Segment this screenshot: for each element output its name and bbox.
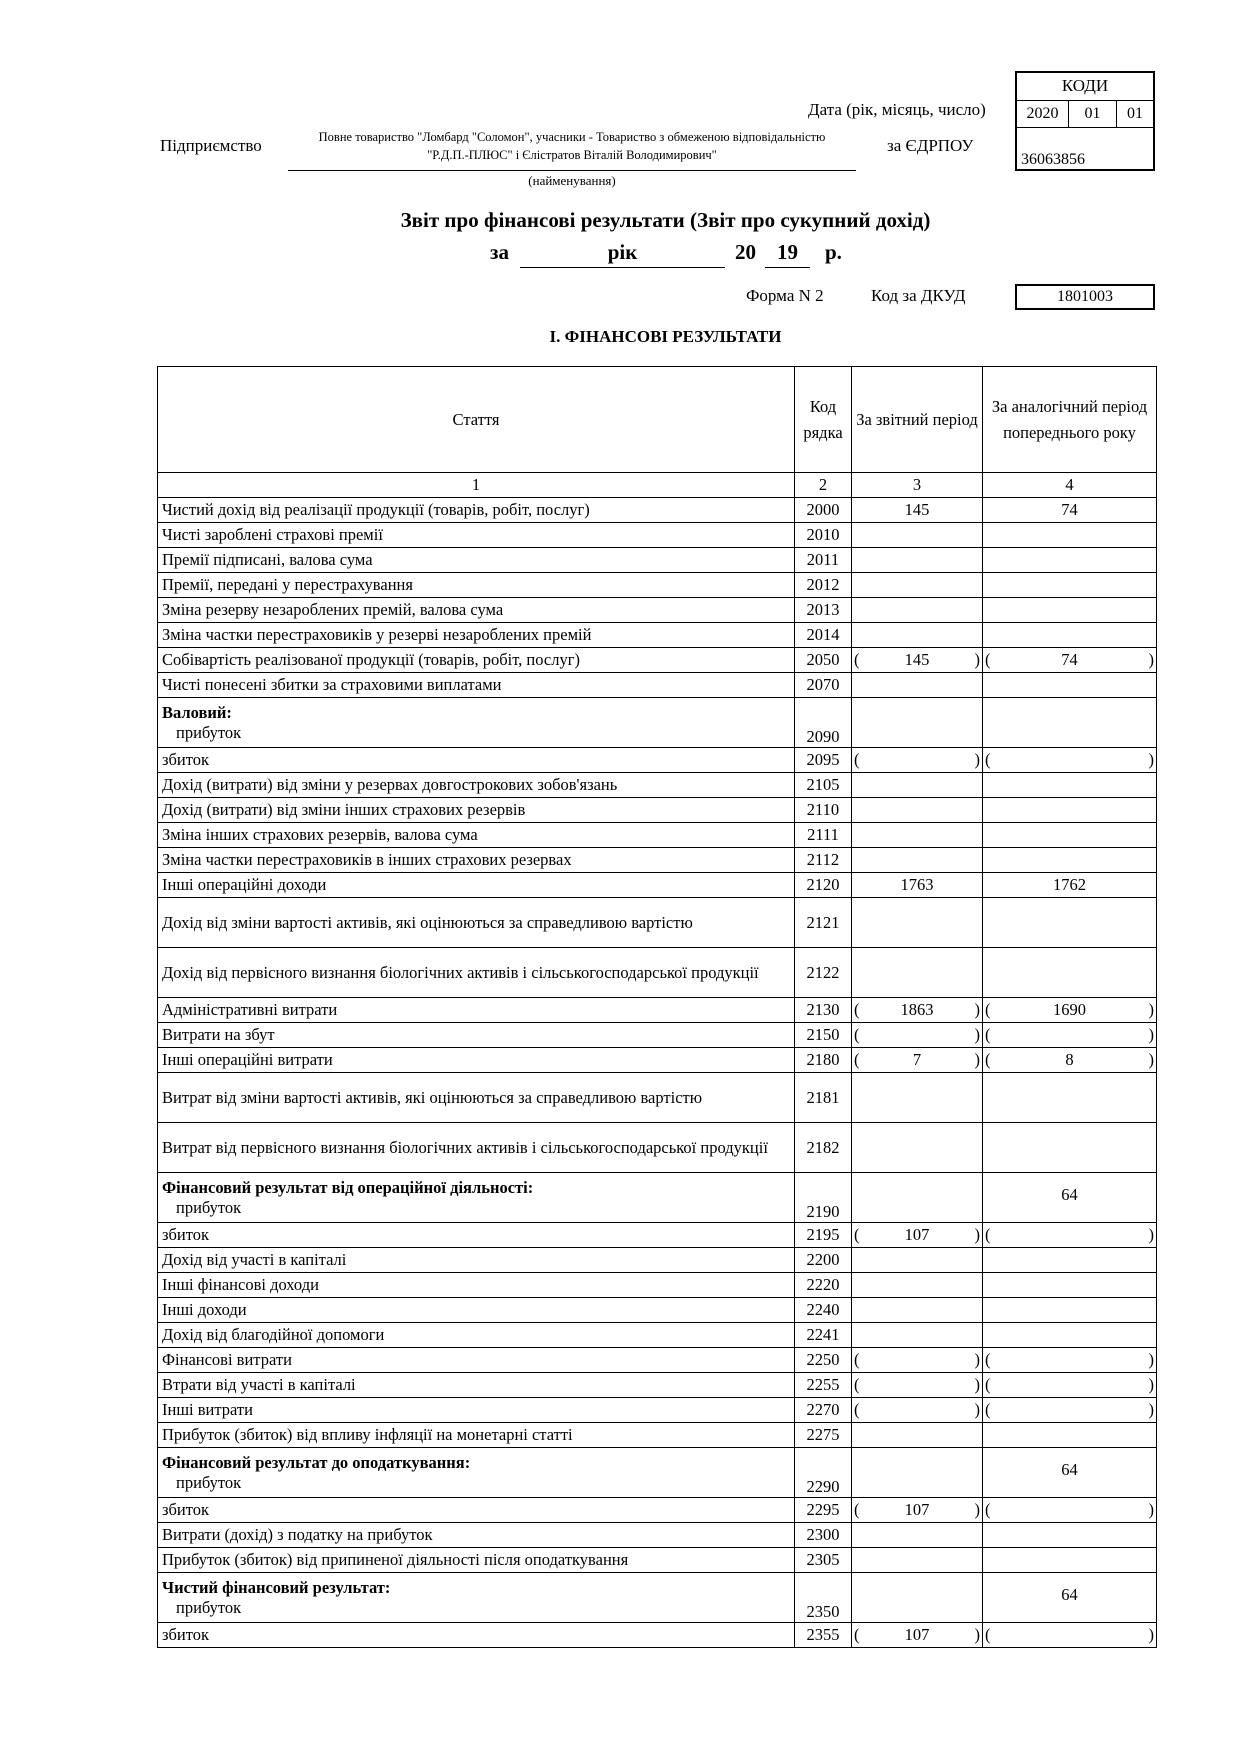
row-previous-value	[983, 798, 1157, 823]
table-row	[158, 573, 1157, 598]
year-suffix: 19	[777, 240, 798, 264]
row-current-value	[852, 948, 983, 998]
table-row	[158, 548, 1157, 573]
row-code: 2150	[795, 1023, 852, 1048]
report-title: Звіт про фінансові результати (Звіт про сукупний дохід)	[400, 208, 931, 232]
value: 107	[904, 1625, 930, 1644]
close-paren: )	[1148, 1400, 1154, 1419]
open-paren: (	[854, 1375, 860, 1394]
open-paren: (	[985, 1500, 991, 1519]
row-previous-value	[983, 998, 1157, 1023]
row-previous-value: 64	[983, 1448, 1157, 1498]
date-label: Дата (рік, місяць, число)	[808, 100, 986, 119]
close-paren: )	[1148, 1025, 1154, 1044]
col-number-1: 1	[158, 473, 795, 498]
row-current-value	[852, 1123, 983, 1173]
row-current-value	[852, 1623, 983, 1648]
company-name-line1: Повне товариство "Ломбард "Соломон", учасники - Товариство з обмеженою відповідальністю	[318, 130, 826, 144]
row-code: 2270	[795, 1398, 852, 1423]
group-title: Фінансовий результат від операційної діяльності:	[162, 1177, 534, 1197]
row-current-value	[852, 648, 983, 673]
row-previous-value	[983, 1073, 1157, 1123]
row-label: Премії, передані у перестрахування	[158, 573, 795, 598]
row-previous-value	[983, 1348, 1157, 1373]
close-paren: )	[1148, 650, 1154, 669]
row-current-value	[852, 898, 983, 948]
table-row	[158, 623, 1157, 648]
close-paren: )	[1148, 1000, 1154, 1019]
group-title: Валовий:	[162, 702, 232, 722]
row-code: 2070	[795, 673, 852, 698]
table-row	[158, 1323, 1157, 1348]
row-code: 2355	[795, 1623, 852, 1648]
table-row	[158, 1623, 1157, 1648]
header-previous: За аналогічний період попереднього року	[983, 367, 1157, 473]
row-code: 2241	[795, 1323, 852, 1348]
row-current-value	[852, 1498, 983, 1523]
table-row	[158, 648, 1157, 673]
header-article: Стаття	[158, 367, 795, 473]
row-current-value	[852, 1173, 983, 1223]
table-row	[158, 1273, 1157, 1298]
row-code: 2190	[795, 1173, 852, 1223]
row-current-value	[852, 548, 983, 573]
row-previous-value	[983, 548, 1157, 573]
table-row	[158, 898, 1157, 948]
open-paren: (	[985, 1375, 991, 1394]
row-sublabel: прибуток	[176, 1472, 242, 1492]
row-previous-value	[983, 848, 1157, 873]
row-current-value	[852, 1348, 983, 1373]
row-previous-value	[983, 1498, 1157, 1523]
table-row	[158, 948, 1157, 998]
row-previous-value	[983, 1248, 1157, 1273]
row-previous-value	[983, 648, 1157, 673]
table-row	[158, 1173, 1157, 1223]
value: 7	[912, 1050, 922, 1069]
table-row	[158, 1048, 1157, 1073]
row-previous-value	[983, 1548, 1157, 1573]
row-label	[158, 1573, 795, 1623]
row-code: 2275	[795, 1423, 852, 1448]
row-label: Прибуток (збиток) від припиненої діяльності після оподаткування	[158, 1548, 795, 1573]
row-label: Зміна частки перестраховиків у резерві незароблених премій	[158, 623, 795, 648]
year-unit: р.	[825, 240, 842, 264]
row-code: 2130	[795, 998, 852, 1023]
row-code: 2110	[795, 798, 852, 823]
value: 74	[1061, 650, 1078, 669]
row-current-value	[852, 698, 983, 748]
row-sublabel: прибуток	[176, 1197, 242, 1217]
row-code: 2300	[795, 1523, 852, 1548]
company-name	[288, 128, 856, 164]
row-previous-value	[983, 748, 1157, 773]
table-row	[158, 848, 1157, 873]
date-month: 01	[1069, 100, 1117, 127]
dkud-value: 1801003	[1015, 284, 1155, 310]
table-row	[158, 1373, 1157, 1398]
row-label: Втрати від участі в капіталі	[158, 1373, 795, 1398]
date-day: 01	[1127, 105, 1143, 122]
row-code: 2121	[795, 898, 852, 948]
value: 8	[1065, 1050, 1074, 1069]
row-current-value	[852, 1398, 983, 1423]
open-paren: (	[854, 1350, 860, 1369]
table-row	[158, 1298, 1157, 1323]
row-code: 2112	[795, 848, 852, 873]
table-row	[158, 1498, 1157, 1523]
close-paren: )	[1148, 1050, 1154, 1069]
row-previous-value	[983, 598, 1157, 623]
company-name-line2: "Р.Д.П.-ПЛЮС" і Єлістратов Віталій Володимирович"	[427, 148, 717, 162]
row-label: Прибуток (збиток) від впливу інфляції на монетарні статті	[158, 1423, 795, 1448]
row-code: 2195	[795, 1223, 852, 1248]
row-current-value	[852, 1248, 983, 1273]
close-paren: )	[1148, 1225, 1154, 1244]
open-paren: (	[985, 1400, 991, 1419]
period-underline	[520, 267, 725, 268]
row-current-value	[852, 1373, 983, 1398]
section-title: I. ФІНАНСОВІ РЕЗУЛЬТАТИ	[549, 327, 782, 346]
row-label: Собівартість реалізованої продукції (товарів, робіт, послуг)	[158, 648, 795, 673]
row-previous-value	[983, 1048, 1157, 1073]
close-paren: )	[974, 1500, 980, 1519]
open-paren: (	[854, 1625, 860, 1644]
row-current-value: 145	[852, 498, 983, 523]
row-label: Інші витрати	[158, 1398, 795, 1423]
table-row	[158, 523, 1157, 548]
close-paren: )	[1148, 1350, 1154, 1369]
table-row	[158, 1223, 1157, 1248]
row-code: 2000	[795, 498, 852, 523]
value: 107	[904, 1225, 930, 1244]
row-label: Премії підписані, валова сума	[158, 548, 795, 573]
date-row-divider	[1017, 127, 1153, 128]
row-code: 2180	[795, 1048, 852, 1073]
row-label: Зміна частки перестраховиків в інших страхових резервах	[158, 848, 795, 873]
row-label: Фінансові витрати	[158, 1348, 795, 1373]
table-row	[158, 1523, 1157, 1548]
table-row	[158, 1573, 1157, 1623]
table-row	[158, 498, 1157, 523]
row-code: 2095	[795, 748, 852, 773]
row-label: Чистий дохід від реалізації продукції (товарів, робіт, послуг)	[158, 498, 795, 523]
row-label: Зміна інших страхових резервів, валова сума	[158, 823, 795, 848]
row-code: 2013	[795, 598, 852, 623]
row-code: 2255	[795, 1373, 852, 1398]
close-paren: )	[974, 1400, 980, 1419]
open-paren: (	[985, 750, 991, 769]
close-paren: )	[974, 1375, 980, 1394]
table-row	[158, 873, 1157, 898]
row-current-value	[852, 1548, 983, 1573]
financial-results-table	[157, 366, 1157, 1648]
enterprise-label: Підприємство	[160, 136, 262, 155]
row-code: 2014	[795, 623, 852, 648]
row-current-value	[852, 573, 983, 598]
row-label: Дохід від первісного визнання біологічних активів і сільськогосподарської продукції	[158, 948, 795, 998]
row-label	[158, 1448, 795, 1498]
row-label: Дохід (витрати) від зміни у резервах довгострокових зобов'язань	[158, 773, 795, 798]
row-current-value	[852, 673, 983, 698]
value: 145	[904, 650, 930, 669]
row-label	[158, 1173, 795, 1223]
row-label	[158, 698, 795, 748]
row-current-value	[852, 1323, 983, 1348]
close-paren: )	[974, 1050, 980, 1069]
row-previous-value	[983, 623, 1157, 648]
row-current-value	[852, 748, 983, 773]
form-label: Форма N 2	[746, 286, 824, 305]
open-paren: (	[854, 1500, 860, 1519]
row-code: 2250	[795, 1348, 852, 1373]
row-label: збиток	[158, 1623, 795, 1648]
table-row	[158, 748, 1157, 773]
row-code: 2050	[795, 648, 852, 673]
row-current-value	[852, 1048, 983, 1073]
row-label: збиток	[158, 748, 795, 773]
open-paren: (	[985, 1050, 991, 1069]
row-previous-value: 64	[983, 1173, 1157, 1223]
close-paren: )	[1148, 1375, 1154, 1394]
header-current: За звітний період	[852, 367, 983, 473]
row-code: 2200	[795, 1248, 852, 1273]
for-label: за	[490, 240, 509, 264]
open-paren: (	[854, 750, 860, 769]
table-row	[158, 1248, 1157, 1273]
row-previous-value	[983, 523, 1157, 548]
codes-box	[1015, 71, 1155, 171]
table-row	[158, 598, 1157, 623]
row-code: 2111	[795, 823, 852, 848]
table-row	[158, 1423, 1157, 1448]
row-code: 2011	[795, 548, 852, 573]
row-previous-value: 64	[983, 1573, 1157, 1623]
value: 1863	[900, 1000, 934, 1019]
col-number-3: 3	[852, 473, 983, 498]
row-label: Адміністративні витрати	[158, 998, 795, 1023]
row-code: 2105	[795, 773, 852, 798]
row-label: збиток	[158, 1223, 795, 1248]
row-current-value	[852, 998, 983, 1023]
row-label: Інші операційні доходи	[158, 873, 795, 898]
col-number-2: 2	[795, 473, 852, 498]
row-label: Зміна резерву незароблених премій, валова сума	[158, 598, 795, 623]
row-current-value	[852, 1448, 983, 1498]
row-previous-value	[983, 773, 1157, 798]
row-code: 2240	[795, 1298, 852, 1323]
table-row	[158, 798, 1157, 823]
row-previous-value	[983, 1298, 1157, 1323]
open-paren: (	[854, 1000, 860, 1019]
row-current-value	[852, 598, 983, 623]
close-paren: )	[974, 1625, 980, 1644]
open-paren: (	[985, 1350, 991, 1369]
name-caption: (найменування)	[528, 173, 616, 188]
row-previous-value	[983, 1623, 1157, 1648]
column-numbers-row	[158, 473, 1157, 498]
row-current-value	[852, 1573, 983, 1623]
open-paren: (	[985, 1000, 991, 1019]
row-current-value	[852, 1073, 983, 1123]
row-previous-value	[983, 698, 1157, 748]
row-code: 2220	[795, 1273, 852, 1298]
row-sublabel: прибуток	[176, 1597, 242, 1617]
table-row	[158, 698, 1157, 748]
open-paren: (	[854, 1225, 860, 1244]
open-paren: (	[985, 1625, 991, 1644]
row-label: Інші доходи	[158, 1298, 795, 1323]
table-row	[158, 1348, 1157, 1373]
year-prefix: 20	[735, 240, 756, 264]
row-code: 2181	[795, 1073, 852, 1123]
table-row	[158, 1023, 1157, 1048]
table-row	[158, 1448, 1157, 1498]
row-label: Чисті понесені збитки за страховими виплатами	[158, 673, 795, 698]
open-paren: (	[985, 1025, 991, 1044]
row-previous-value	[983, 1223, 1157, 1248]
row-label: Інші фінансові доходи	[158, 1273, 795, 1298]
row-previous-value	[983, 1273, 1157, 1298]
period-word: рік	[607, 240, 638, 264]
row-current-value	[852, 773, 983, 798]
edrpou-value: 36063856	[1021, 151, 1085, 168]
row-current-value	[852, 523, 983, 548]
close-paren: )	[1148, 1500, 1154, 1519]
row-label: Дохід від зміни вартості активів, які оцінюються за справедливою вартістю	[158, 898, 795, 948]
row-label: Дохід (витрати) від зміни інших страхових резервів	[158, 798, 795, 823]
row-label: збиток	[158, 1498, 795, 1523]
row-code: 2012	[795, 573, 852, 598]
row-code: 2295	[795, 1498, 852, 1523]
row-previous-value	[983, 1398, 1157, 1423]
row-code: 2010	[795, 523, 852, 548]
row-previous-value	[983, 673, 1157, 698]
value: 1690	[1053, 1000, 1086, 1019]
row-previous-value: 74	[983, 498, 1157, 523]
table-row	[158, 1123, 1157, 1173]
year-underline	[765, 267, 810, 268]
date-year: 2020	[1017, 100, 1069, 127]
close-paren: )	[974, 1025, 980, 1044]
row-current-value	[852, 1223, 983, 1248]
company-underline	[288, 170, 856, 171]
row-current-value	[852, 1298, 983, 1323]
table-row	[158, 673, 1157, 698]
row-sublabel: прибуток	[176, 722, 242, 742]
row-code: 2090	[795, 698, 852, 748]
row-previous-value	[983, 573, 1157, 598]
table-row	[158, 1398, 1157, 1423]
table-row	[158, 1548, 1157, 1573]
open-paren: (	[985, 650, 991, 669]
edrpou-label: за ЄДРПОУ	[887, 136, 974, 155]
row-label: Витрати на збут	[158, 1023, 795, 1048]
close-paren: )	[974, 1350, 980, 1369]
open-paren: (	[854, 650, 860, 669]
row-previous-value	[983, 1423, 1157, 1448]
close-paren: )	[974, 1000, 980, 1019]
row-current-value	[852, 798, 983, 823]
row-code: 2120	[795, 873, 852, 898]
close-paren: )	[974, 750, 980, 769]
row-code: 2122	[795, 948, 852, 998]
table-row	[158, 998, 1157, 1023]
row-current-value	[852, 623, 983, 648]
row-label: Витрат від зміни вартості активів, які оцінюються за справедливою вартістю	[158, 1073, 795, 1123]
row-label: Витрат від первісного визнання біологічних активів і сільськогосподарської продукції	[158, 1123, 795, 1173]
row-label: Чисті зароблені страхові премії	[158, 523, 795, 548]
row-current-value	[852, 1423, 983, 1448]
row-label: Дохід від благодійної допомоги	[158, 1323, 795, 1348]
group-title: Фінансовий результат до оподаткування:	[162, 1452, 471, 1472]
row-label: Інші операційні витрати	[158, 1048, 795, 1073]
row-code: 2182	[795, 1123, 852, 1173]
dkud-label: Код за ДКУД	[871, 286, 966, 305]
table-row	[158, 1073, 1157, 1123]
table-body	[158, 367, 1157, 1648]
row-previous-value	[983, 1123, 1157, 1173]
row-label: Витрати (дохід) з податку на прибуток	[158, 1523, 795, 1548]
row-current-value	[852, 823, 983, 848]
row-current-value	[852, 848, 983, 873]
row-current-value	[852, 1023, 983, 1048]
row-current-value: 1763	[852, 873, 983, 898]
col-number-4: 4	[983, 473, 1157, 498]
row-current-value	[852, 1273, 983, 1298]
open-paren: (	[854, 1050, 860, 1069]
row-previous-value	[983, 948, 1157, 998]
open-paren: (	[854, 1400, 860, 1419]
row-previous-value	[983, 1023, 1157, 1048]
close-paren: )	[1148, 1625, 1154, 1644]
group-title: Чистий фінансовий результат:	[162, 1577, 391, 1597]
row-code: 2290	[795, 1448, 852, 1498]
table-row	[158, 823, 1157, 848]
header-code: Код рядка	[795, 367, 852, 473]
open-paren: (	[985, 1225, 991, 1244]
table-header-row	[158, 367, 1157, 473]
row-previous-value	[983, 823, 1157, 848]
row-previous-value	[983, 1523, 1157, 1548]
row-previous-value: 1762	[983, 873, 1157, 898]
row-previous-value	[983, 1323, 1157, 1348]
row-previous-value	[983, 1373, 1157, 1398]
close-paren: )	[1148, 750, 1154, 769]
row-label: Дохід від участі в капіталі	[158, 1248, 795, 1273]
row-current-value	[852, 1523, 983, 1548]
close-paren: )	[974, 1225, 980, 1244]
open-paren: (	[854, 1025, 860, 1044]
value: 107	[904, 1500, 930, 1519]
row-previous-value	[983, 898, 1157, 948]
row-code: 2305	[795, 1548, 852, 1573]
table-row	[158, 773, 1157, 798]
row-code: 2350	[795, 1573, 852, 1623]
close-paren: )	[974, 650, 980, 669]
codes-title: КОДИ	[1017, 73, 1153, 101]
